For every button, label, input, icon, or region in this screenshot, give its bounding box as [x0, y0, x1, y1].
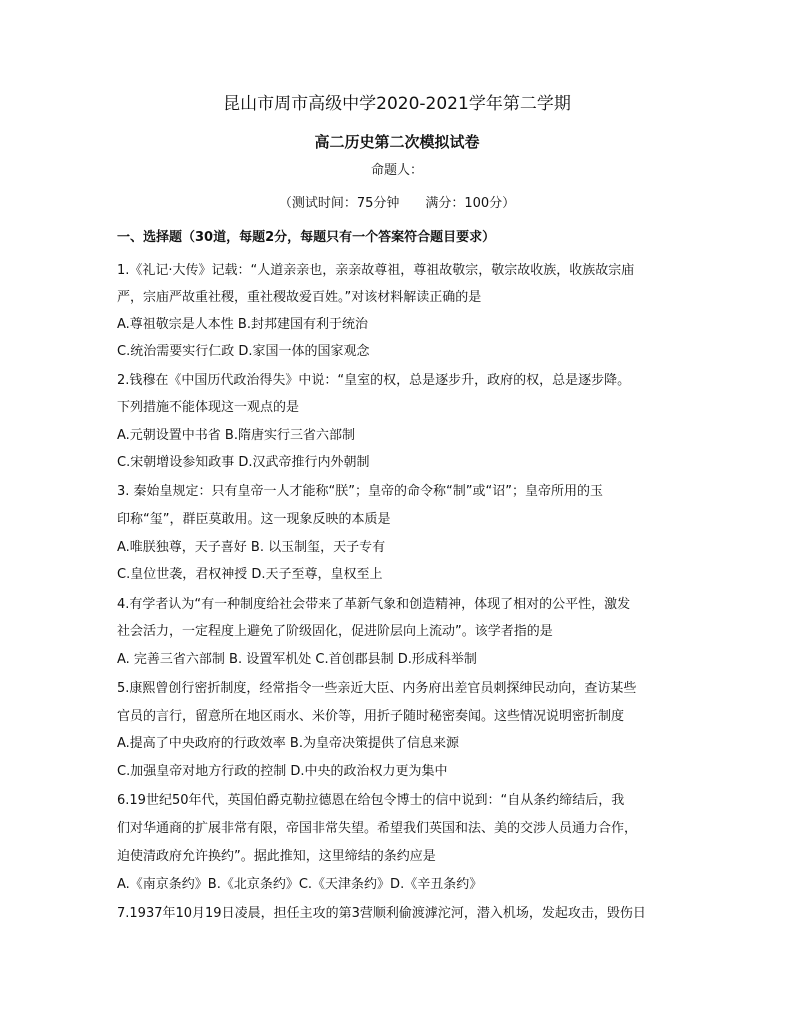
text-line: C.皇位世袭，君权神授 D.天子至尊，皇权至上 [117, 567, 383, 582]
text-line: 3. 秦始皇规定：只有皇帝一人才能称“朕”；皇帝的命令称“制”或“诏”；皇帝所用的玉 [117, 484, 603, 499]
exam-title: 高二历史第二次模拟试卷 [314, 133, 480, 151]
text-line: 7.1937年10月19日凌晨，担任主攻的第3营顺利偷渡滹沱河，潜入机场，发起攻击，毁伤日 [117, 906, 646, 921]
text-line: 2.钱穆在《中国历代政治得失》中说：“皇室的权，总是逐步升，政府的权，总是逐步降。 [117, 373, 631, 388]
text-line: A.唯朕独尊，天子喜好 B. 以玉制玺，天子专有 [117, 540, 386, 555]
text-line: 1.《礼记·大传》记载：“人道亲亲也，亲亲故尊祖，尊祖故敬宗，敬宗故收族，收族故宗庙 [117, 263, 635, 278]
author-line: 命题人： [370, 163, 423, 178]
text-line: A.元朝设置中书省 B.隋唐实行三省六部制 [117, 428, 355, 443]
text-line: 6.19世纪50年代，英国伯爵克勒拉德恩在给包令博士的信中说到：“自从条约缔结后，我 [117, 793, 625, 808]
text-line: A.尊祖敬宗是人本性 B.封邦建国有利于统治 [117, 317, 368, 332]
text-line: 严，宗庙严故重社稷，重社稷故爱百姓。”对该材料解读正确的是 [117, 290, 482, 305]
text-line: 5.康熙曾创行密折制度，经常指令一些亲近大臣、内务府出差官员刺探绅民动向，查访某些 [117, 681, 637, 696]
text-line: 下列措施不能体现这一观点的是 [117, 400, 300, 415]
text-line: 们对华通商的扩展非常有限，帝国非常失望。希望我们英国和法、美的交涉人员通力合作， [117, 821, 638, 836]
text-line: C.宋朝增设参知政事 D.汉武帝推行内外朝制 [117, 455, 370, 470]
text-line: 迫使清政府允许换约”。据此推知，这里缔结的条约应是 [117, 849, 436, 864]
text-line: C.统治需要实行仁政 D.家国一体的国家观念 [117, 344, 370, 359]
section-heading: 一、选择题（30道，每题2分，每题只有一个答案符合题目要求） [117, 230, 496, 245]
text-line: 印称“玺”，群臣莫敢用。这一现象反映的本质是 [117, 512, 391, 527]
text-line: 官员的言行，留意所在地区雨水、米价等，用折子随时秘密奏闻。这些情况说明密折制度 [117, 709, 625, 724]
text-line: A. 完善三省六部制 B. 设置军机处 C.首创郡县制 D.形成科举制 [117, 652, 477, 667]
text-line: A.《南京条约》B.《北京条约》C.《天津条约》D.《辛丑条约》 [117, 877, 483, 892]
text-line: A.提高了中央政府的行政效率 B.为皇帝决策提供了信息来源 [117, 736, 459, 751]
text-line: 社会活力，一定程度上避免了阶级固化，促进阶层向上流动”。该学者指的是 [117, 624, 553, 639]
text-line: C.加强皇帝对地方行政的控制 D.中央的政治权力更为集中 [117, 764, 448, 779]
school-title: 昆山市周市高级中学2020-2021学年第二学期 [223, 94, 571, 114]
text-line: 4.有学者认为“有一种制度给社会带来了革新气象和创造精神，体现了相对的公平性，激发 [117, 597, 631, 612]
exam-meta: （测试时间：75分钟 满分：100分） [278, 196, 516, 211]
